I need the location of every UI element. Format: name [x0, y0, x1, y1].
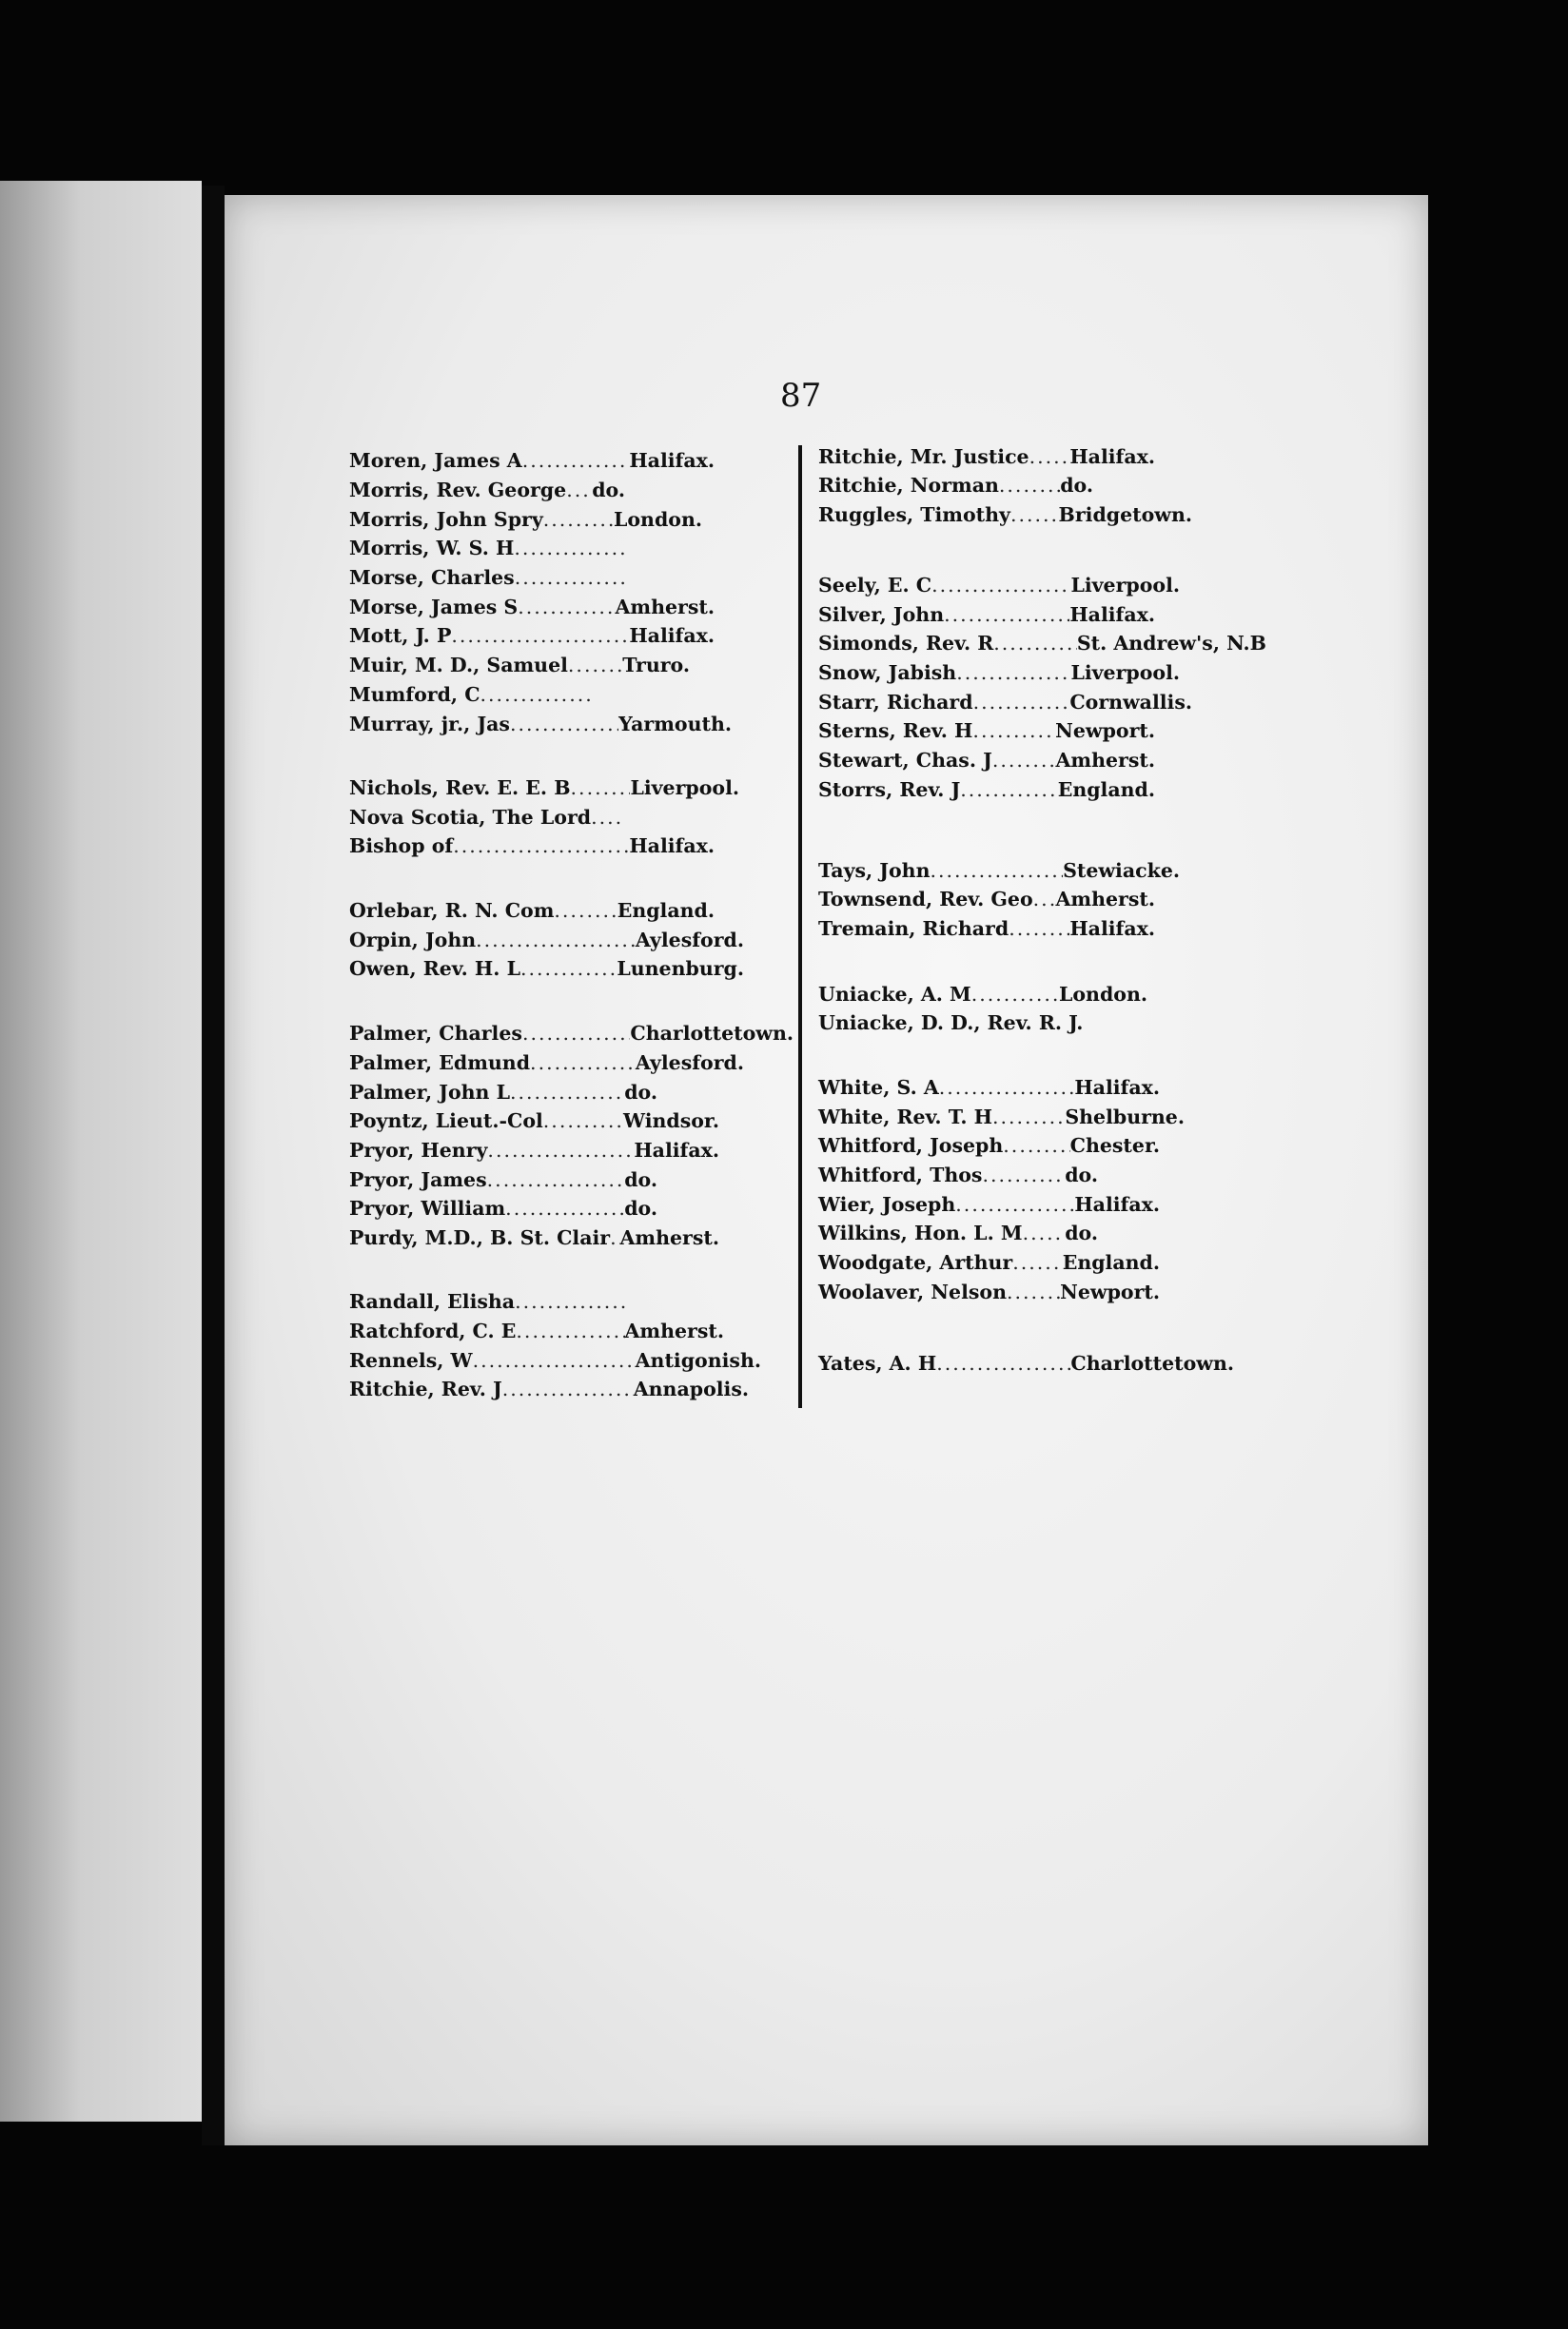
entry-place: Amherst.	[1055, 749, 1155, 772]
entry-name: Nichols, Rev. E. E. B	[349, 776, 571, 799]
right-column-entry	[818, 691, 1192, 717]
entry-place: Chester.	[1069, 1134, 1160, 1157]
right-column-entry	[818, 749, 1155, 775]
left-column-entry	[349, 1139, 719, 1165]
left-column-entry	[349, 479, 625, 505]
entry-place: Liverpool.	[1070, 661, 1180, 684]
entry-name: Orlebar, R. N. Com	[349, 899, 555, 922]
left-column-entry	[349, 449, 715, 476]
left-column-entry	[349, 1197, 657, 1223]
entry-name: Palmer, Edmund	[349, 1051, 531, 1074]
entry-place: London.	[613, 508, 702, 531]
dot-leader	[973, 691, 1070, 714]
dot-leader	[568, 654, 622, 676]
entry-name: Wier, Joseph	[818, 1193, 956, 1216]
entry-name: Tays, John	[818, 859, 931, 882]
entry-name: White, S. A	[818, 1076, 939, 1099]
entry-name: Seely, E. C	[818, 574, 932, 597]
right-column-entry	[818, 983, 1147, 1009]
dot-leader	[510, 1081, 624, 1104]
left-column-entry	[349, 776, 739, 803]
left-column-entry	[349, 1378, 749, 1404]
right-column-entry	[818, 1251, 1160, 1278]
entry-place: Newport.	[1060, 1281, 1160, 1303]
entry-name: Moren, James A	[349, 449, 522, 472]
entry-place: do.	[1065, 1164, 1098, 1186]
entry-place: do.	[624, 1197, 657, 1220]
entry-place: Halifax.	[634, 1139, 719, 1162]
right-column-entry	[818, 917, 1155, 944]
entry-name: Morris, Rev. George	[349, 479, 567, 501]
right-column-entry	[818, 632, 1266, 658]
left-column-entry	[349, 713, 732, 739]
entry-name: Storrs, Rev. J	[818, 778, 961, 801]
dot-leader	[473, 1349, 636, 1372]
dot-leader	[476, 929, 636, 951]
entry-place: Newport.	[1055, 719, 1155, 742]
entry-place: Halifax.	[629, 624, 715, 647]
entry-name: Randall, Elisha	[349, 1290, 516, 1313]
entry-place: England.	[1062, 1251, 1160, 1274]
dot-leader	[591, 806, 625, 829]
entry-place: do.	[1060, 474, 1093, 497]
entry-name: Wilkins, Hon. L. M	[818, 1222, 1023, 1244]
dot-leader	[522, 449, 630, 472]
left-column-entry	[349, 624, 715, 651]
entry-name: Palmer, Charles	[349, 1022, 522, 1045]
right-column-entry	[818, 1076, 1160, 1103]
dot-leader	[505, 1197, 624, 1220]
entry-name: Simonds, Rev. R	[818, 632, 994, 655]
entry-place: Yarmouth.	[618, 713, 732, 735]
entry-place: Aylesford.	[635, 929, 744, 951]
previous-page-edge	[0, 181, 202, 2122]
dot-leader	[993, 632, 1077, 655]
dot-leader	[1023, 1222, 1066, 1244]
entry-name: Murray, jr., Jas	[349, 713, 510, 735]
book-spine	[202, 186, 225, 2145]
entry-place: Halifax.	[1069, 917, 1155, 940]
right-column-entry	[818, 719, 1155, 746]
left-column-entry	[349, 596, 715, 622]
left-column-entry	[349, 683, 625, 710]
entry-name: Silver, John	[818, 603, 945, 626]
entry-name: Ritchie, Mr. Justice	[818, 445, 1029, 468]
dot-leader	[566, 479, 592, 501]
dot-leader	[992, 1106, 1065, 1128]
dot-leader	[518, 596, 615, 618]
dot-leader	[487, 1139, 634, 1162]
right-column-entry	[818, 778, 1155, 805]
dot-leader	[1033, 888, 1056, 910]
entry-name: Purdy, M.D., B. St. Clair	[349, 1226, 611, 1249]
entry-place: Liverpool.	[630, 776, 739, 799]
entry-place: do.	[624, 1168, 657, 1191]
entry-name: Mott, J. P	[349, 624, 452, 647]
entry-place: Halifax.	[1074, 1076, 1160, 1099]
dot-leader	[955, 1193, 1074, 1216]
entry-name: Palmer, John L	[349, 1081, 510, 1104]
dot-leader	[487, 1168, 625, 1191]
left-column-entry	[349, 1226, 719, 1253]
entry-place: Amherst.	[1055, 888, 1155, 910]
left-column-entry	[349, 1349, 761, 1376]
dot-leader	[514, 537, 625, 559]
entry-place: Halifax.	[629, 449, 715, 472]
left-column-entry	[349, 957, 744, 984]
entry-place: do.	[1065, 1222, 1098, 1244]
dot-leader	[554, 899, 617, 922]
entry-name: Snow, Jabish	[818, 661, 957, 684]
dot-leader	[515, 1290, 625, 1313]
dot-leader	[516, 1320, 624, 1342]
right-column-entry	[818, 1164, 1098, 1190]
right-column-entry	[818, 888, 1155, 914]
entry-name: Owen, Rev. H. L	[349, 957, 520, 980]
entry-name: Yates, A. H	[818, 1352, 937, 1375]
dot-leader	[939, 1076, 1075, 1099]
entry-place: Amherst.	[619, 1226, 719, 1249]
dot-leader	[610, 1226, 619, 1249]
entry-name: Pryor, James	[349, 1168, 487, 1191]
right-column-entry	[818, 1106, 1185, 1132]
entry-place: St. Andrew's, N.B	[1076, 632, 1266, 655]
entry-name: Townsend, Rev. Geo	[818, 888, 1033, 910]
right-column-entry	[818, 1352, 1234, 1379]
entry-place: Charlottetown.	[630, 1022, 794, 1045]
entry-place: Halifax.	[1069, 445, 1155, 468]
dot-leader	[999, 474, 1060, 497]
entry-name: Starr, Richard	[818, 691, 973, 714]
dot-leader	[1009, 917, 1069, 940]
entry-name: Orpin, John	[349, 929, 477, 951]
entry-name: Uniacke, D. D., Rev. R. J.	[818, 1011, 1084, 1034]
left-column-entry	[349, 806, 625, 832]
right-column-entry	[818, 1134, 1160, 1161]
entry-name: Poyntz, Lieut.-Col	[349, 1109, 543, 1132]
left-column-entry	[349, 537, 625, 563]
dot-leader	[1029, 445, 1070, 468]
dot-leader	[956, 661, 1070, 684]
right-column-entry	[818, 574, 1180, 600]
dot-leader	[1012, 1251, 1062, 1274]
left-column-entry	[349, 1051, 744, 1078]
right-column-entry	[818, 661, 1180, 688]
entry-place: Halifax.	[1074, 1193, 1160, 1216]
entry-place: England.	[617, 899, 715, 922]
entry-name: Morris, John Spry	[349, 508, 543, 531]
left-column-entry	[349, 834, 715, 861]
entry-place: England.	[1057, 778, 1155, 801]
dot-leader	[1007, 1281, 1060, 1303]
left-column-entry	[349, 899, 715, 926]
entry-place: Aylesford.	[635, 1051, 744, 1074]
entry-place: Lunenburg.	[617, 957, 744, 980]
entry-place: Windsor.	[623, 1109, 719, 1132]
right-column-entry	[818, 1222, 1098, 1248]
entry-name: Nova Scotia, The Lord	[349, 806, 592, 829]
entry-name: Morse, Charles	[349, 566, 515, 589]
right-column-entry	[818, 603, 1155, 630]
dot-leader	[502, 1378, 634, 1400]
right-column-entry	[818, 859, 1180, 886]
entry-name: Woodgate, Arthur	[818, 1251, 1013, 1274]
entry-name: Uniacke, A. M	[818, 983, 971, 1006]
left-column-entry	[349, 1022, 794, 1048]
entry-place: Charlottetown.	[1070, 1352, 1234, 1375]
entry-place: Annapolis.	[633, 1378, 749, 1400]
right-column-entry	[818, 503, 1192, 530]
entry-name: Woolaver, Nelson	[818, 1281, 1007, 1303]
page-number: 87	[780, 377, 822, 415]
left-column-entry	[349, 1320, 724, 1346]
dot-leader	[944, 603, 1069, 626]
entry-name: Whitford, Joseph	[818, 1134, 1004, 1157]
right-column-entry	[818, 474, 1093, 500]
dot-leader	[960, 778, 1057, 801]
entry-name: Ratchford, C. E	[349, 1320, 517, 1342]
entry-name: Bishop of	[349, 834, 454, 857]
column-divider	[798, 445, 802, 1408]
entry-place: Shelburne.	[1065, 1106, 1185, 1128]
entry-name: Morris, W. S. H	[349, 537, 515, 559]
dot-leader	[515, 566, 625, 589]
entry-place: Truro.	[622, 654, 690, 676]
entry-place: Bridgetown.	[1058, 503, 1192, 526]
entry-name: Ruggles, Timothy	[818, 503, 1010, 526]
dot-leader	[982, 1164, 1065, 1186]
left-column-entry	[349, 566, 625, 593]
entry-name: Ritchie, Rev. J	[349, 1378, 502, 1400]
entry-place: do.	[592, 479, 625, 501]
left-column-entry	[349, 929, 744, 955]
right-column-entry	[818, 1193, 1160, 1220]
entry-name: Stewart, Chas. J	[818, 749, 992, 772]
entry-place: Halifax.	[1069, 603, 1155, 626]
right-column-entry	[818, 1011, 1084, 1038]
entry-place: Cornwallis.	[1069, 691, 1192, 714]
entry-place: Halifax.	[629, 834, 715, 857]
entry-place: Amherst.	[624, 1320, 724, 1342]
left-column-entry	[349, 1290, 625, 1317]
entry-name: Tremain, Richard	[818, 917, 1009, 940]
left-column-entry	[349, 1109, 719, 1136]
dot-leader	[520, 957, 617, 980]
entry-place: Amherst.	[615, 596, 715, 618]
dot-leader	[972, 719, 1055, 742]
entry-name: Ritchie, Norman	[818, 474, 999, 497]
entry-name: Sterns, Rev. H	[818, 719, 973, 742]
dot-leader	[510, 713, 618, 735]
entry-name: Muir, M. D., Samuel	[349, 654, 568, 676]
right-column-entry	[818, 1281, 1160, 1307]
dot-leader	[1010, 503, 1059, 526]
left-column-entry	[349, 1168, 657, 1195]
dot-leader	[1003, 1134, 1069, 1157]
left-column-entry	[349, 508, 702, 535]
entry-place: do.	[624, 1081, 657, 1104]
dot-leader	[571, 776, 631, 799]
dot-leader	[931, 859, 1064, 882]
entry-name: Mumford, C	[349, 683, 480, 706]
entry-name: White, Rev. T. H	[818, 1106, 992, 1128]
entry-place: Antigonish.	[635, 1349, 761, 1372]
entry-place: Stewiacke.	[1063, 859, 1180, 882]
dot-leader	[971, 983, 1059, 1006]
dot-leader	[522, 1022, 630, 1045]
entry-name: Pryor, William	[349, 1197, 506, 1220]
dot-leader	[480, 683, 595, 706]
dot-leader	[453, 834, 629, 857]
dot-leader	[931, 574, 1070, 597]
entry-name: Morse, James S	[349, 596, 519, 618]
entry-name: Pryor, Henry	[349, 1139, 488, 1162]
entry-name: Whitford, Thos	[818, 1164, 983, 1186]
dot-leader	[530, 1051, 636, 1074]
dot-leader	[936, 1352, 1070, 1375]
entry-place: Liverpool.	[1070, 574, 1180, 597]
dot-leader	[992, 749, 1056, 772]
dot-leader	[543, 508, 614, 531]
left-column-entry	[349, 654, 690, 680]
right-column-entry	[818, 445, 1155, 472]
dot-leader	[451, 624, 629, 647]
left-column-entry	[349, 1081, 657, 1107]
dot-leader	[543, 1109, 623, 1132]
entry-name: Rennels, W	[349, 1349, 473, 1372]
entry-place: London.	[1058, 983, 1147, 1006]
